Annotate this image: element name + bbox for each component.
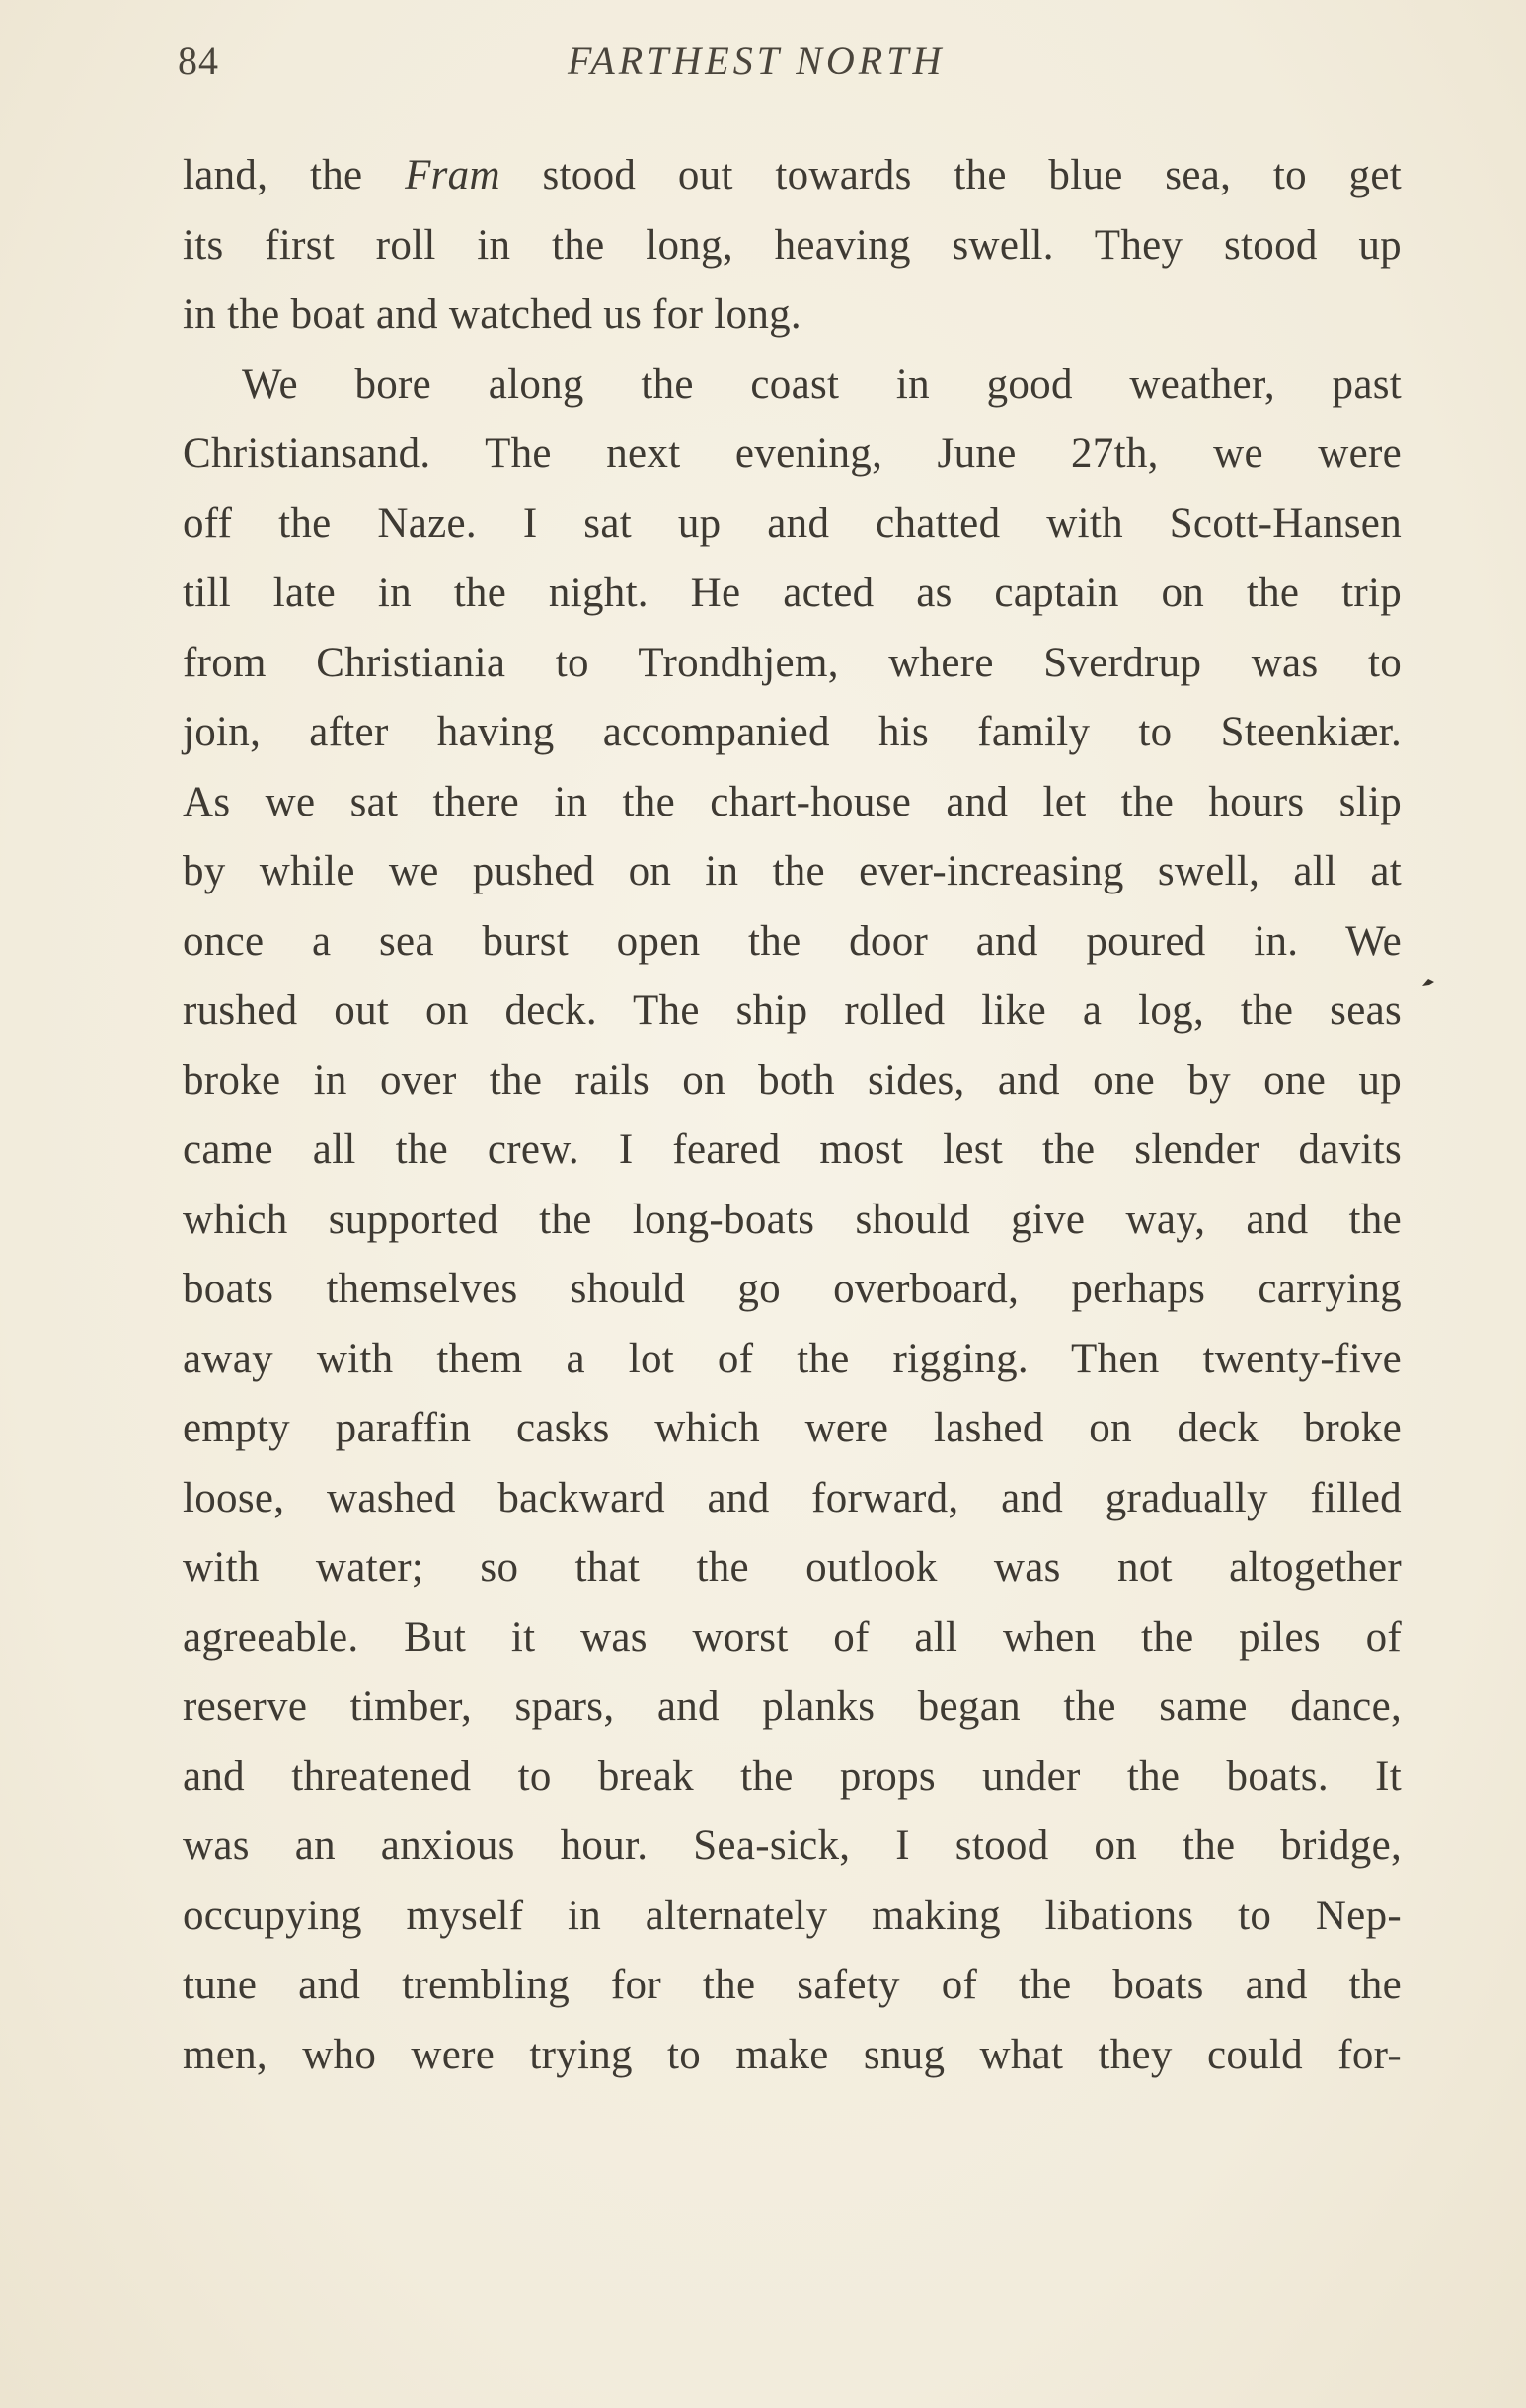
- text-line-22: agreeable. But it was worst of all when the piles of: [183, 1613, 1402, 1661]
- text-line-6: off the Naze. I sat up and chatted with Scott-Hansen: [183, 500, 1402, 547]
- text-line-24: and threatened to break the props under the boats. It: [183, 1752, 1402, 1800]
- ink-speck-icon: [1421, 977, 1435, 989]
- text-line-14: broke in over the rails on both sides, and one by one up: [183, 1056, 1402, 1104]
- text-line-10: As we sat there in the chart-house and let the hours slip: [183, 778, 1402, 825]
- text-line-17: boats themselves should go overboard, perhaps carrying: [183, 1266, 1402, 1312]
- running-head: [178, 38, 1402, 97]
- text-line-20: loose, washed backward and forward, and gradually filled: [183, 1474, 1402, 1521]
- text-line-13: rushed out on deck. The ship rolled like a log, the seas: [183, 987, 1402, 1034]
- text-line-25: was an anxious hour. Sea-sick, I stood on the bridge,: [183, 1823, 1402, 1869]
- text-line-5: Christiansand. The next evening, June 27th, we were: [183, 430, 1402, 477]
- text-line-8: from Christiania to Trondhjem, where Sverdrup was to: [183, 639, 1402, 686]
- text-line-21: with water; so that the outlook was not altogether: [183, 1544, 1402, 1591]
- text-line-1-end: stood out towards the blue sea, to get: [499, 152, 1402, 198]
- body-text: [183, 141, 1402, 2090]
- text-line-7: till late in the night. He acted as captain on the trip: [183, 570, 1402, 616]
- text-line-1: [183, 141, 1402, 211]
- text-line-3: in the boat and watched us for long.: [183, 291, 801, 338]
- text-line-16: which supported the long-boats should give way, and the: [183, 1196, 1402, 1243]
- ship-name-italic: Fram: [405, 152, 500, 198]
- page-number: 84: [178, 39, 219, 83]
- text-line-2: its first roll in the long, heaving swell. They stood up: [183, 221, 1402, 269]
- text-line-19: empty paraffin casks which were lashed on deck broke: [183, 1405, 1402, 1451]
- text-line-23: reserve timber, spars, and planks began the same dance,: [183, 1683, 1402, 1730]
- text-line-18: away with them a lot of the rigging. Then twenty-five: [183, 1335, 1402, 1382]
- text-line-27: tune and trembling for the safety of the boats and the: [183, 1962, 1402, 2008]
- text-line-11: by while we pushed on in the ever-increasing swell, all at: [183, 848, 1402, 894]
- text-line-9: join, after having accompanied his family to Steenkiær.: [183, 709, 1402, 755]
- text-line-28: men, who were trying to make snug what they could for-: [183, 2031, 1402, 2078]
- text-line-15: came all the crew. I feared most lest the slender davits: [183, 1126, 1402, 1173]
- running-title: FARTHEST NORTH: [568, 39, 946, 83]
- text-line-26: occupying myself in alternately making libations to Nep-: [183, 1892, 1402, 1939]
- text-line-1-start: land, the: [183, 152, 406, 198]
- text-line-4: We bore along the coast in good weather, past: [242, 360, 1402, 408]
- text-line-12: once a sea burst open the door and poured in. We: [183, 917, 1402, 965]
